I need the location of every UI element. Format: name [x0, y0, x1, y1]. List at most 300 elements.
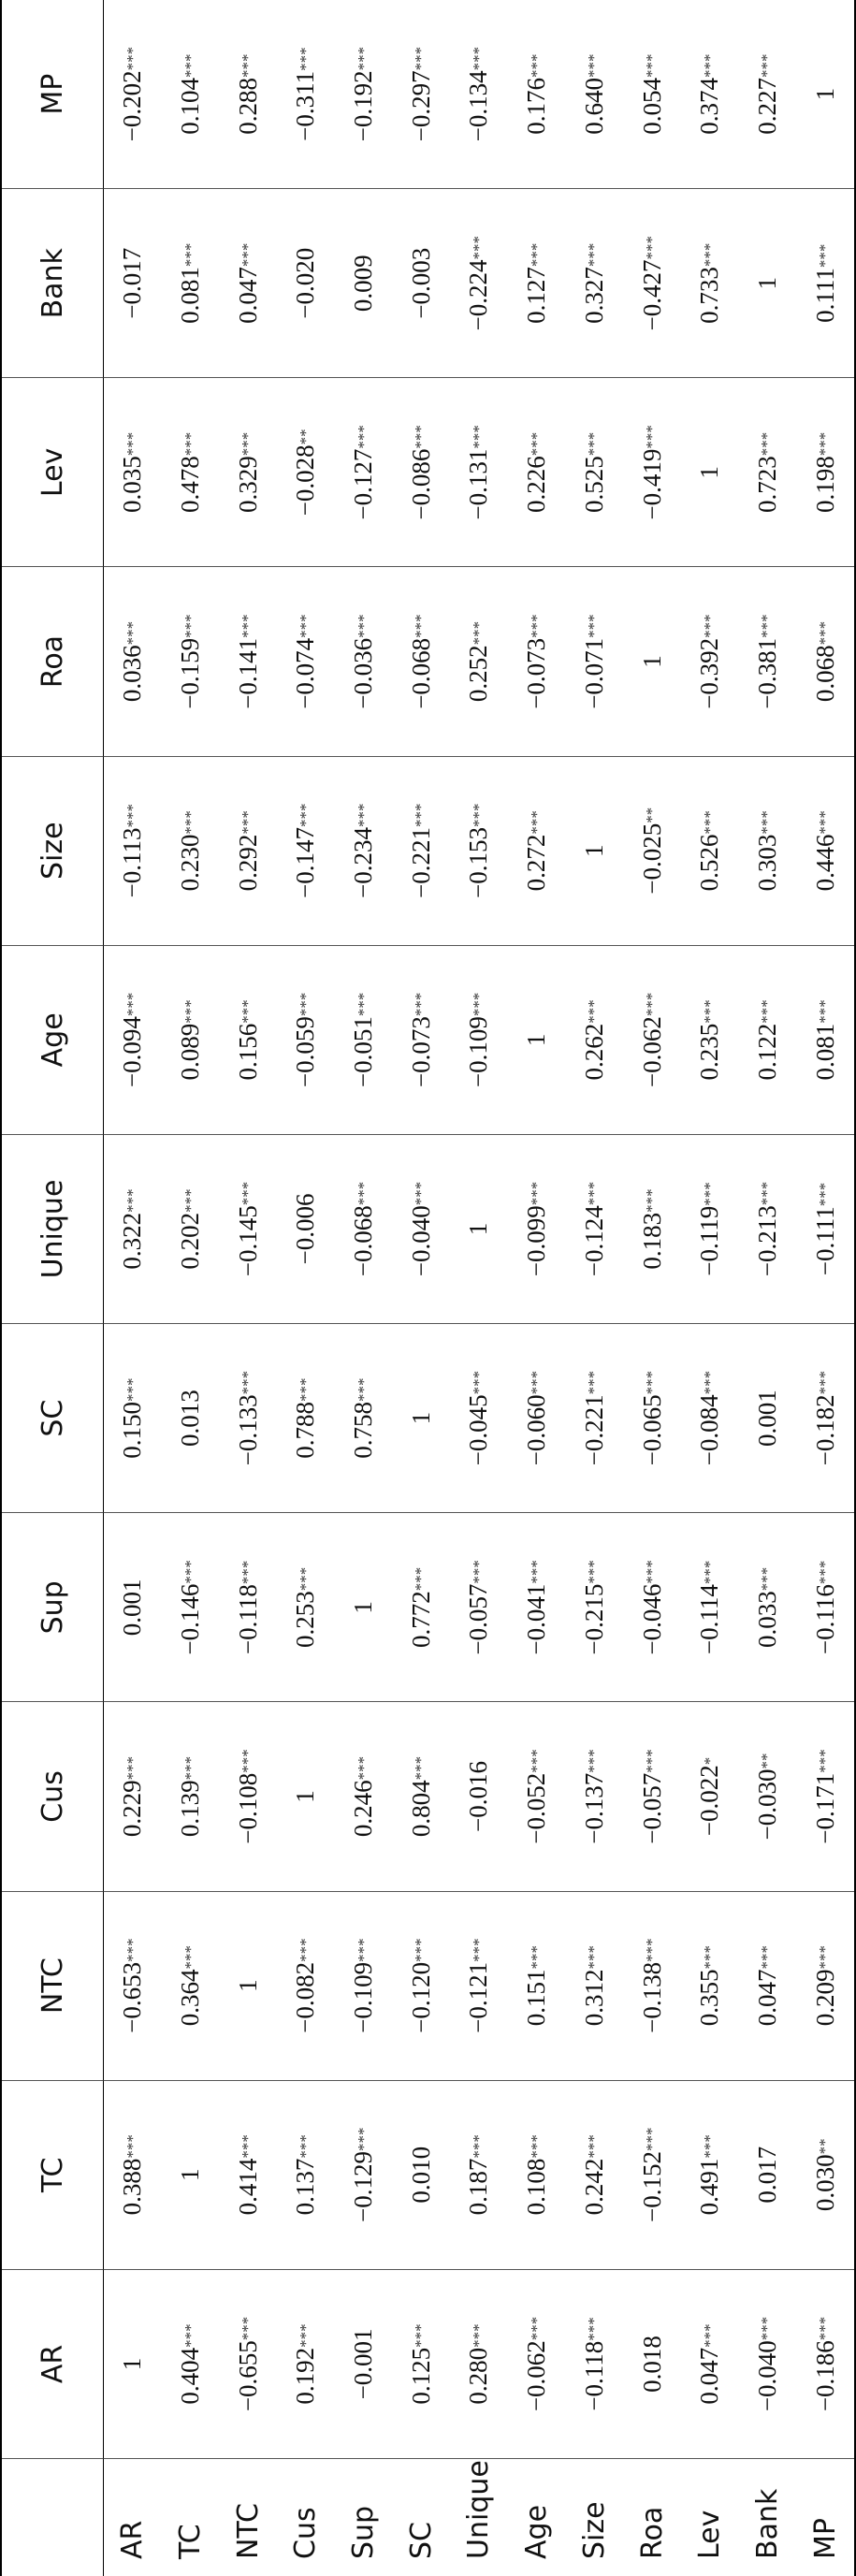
correlation-value: −0.129 — [349, 2151, 378, 2223]
table-cell — [392, 2081, 450, 2270]
table-cell: −0.145 *** — [219, 1135, 277, 1324]
correlation-value: −0.052 — [522, 1772, 551, 1844]
correlation-value: −0.040 — [406, 1205, 435, 1277]
correlation-value: −0.051 — [349, 1016, 378, 1088]
table-cell: 0.150 *** — [104, 1324, 162, 1513]
correlation-value: 0.804 — [406, 1780, 435, 1838]
correlation-value: −0.121 — [464, 1961, 493, 2033]
table-cell: −0.134 *** — [450, 0, 508, 189]
table-cell: 0.229 *** — [104, 1702, 162, 1891]
table-cell — [162, 1324, 220, 1513]
correlation-value: 0.033 — [752, 1591, 781, 1648]
correlation-value: 0.246 — [349, 1780, 378, 1838]
table-cell — [277, 1702, 335, 1891]
table-corner — [2, 2459, 104, 2576]
table-cell: 0.033 *** — [739, 1513, 797, 1702]
correlation-value: −0.127 — [349, 448, 378, 520]
column-header: AR — [2, 2270, 104, 2459]
correlation-value: −0.074 — [291, 637, 320, 709]
correlation-value: −0.059 — [291, 1016, 320, 1088]
table-cell: −0.120 *** — [392, 1892, 450, 2081]
table-cell — [335, 2270, 393, 2459]
table-cell: −0.202 *** — [104, 0, 162, 189]
table-cell: −0.182 *** — [796, 1324, 854, 1513]
table-cell: 0.312 *** — [566, 1892, 624, 2081]
table-cell: −0.392 *** — [681, 567, 739, 756]
correlation-value: −0.041 — [522, 1583, 551, 1655]
table-cell: −0.109 *** — [335, 1892, 393, 2081]
correlation-value: 0.733 — [695, 267, 724, 324]
correlation-value: 1 — [118, 2357, 147, 2371]
row-header: Lev — [693, 2510, 727, 2559]
column-header: Size — [2, 757, 104, 946]
correlation-value: −0.073 — [522, 637, 551, 709]
correlation-value: −0.065 — [637, 1394, 666, 1466]
table-cell: −0.152 *** — [623, 2081, 681, 2270]
table-cell — [508, 946, 566, 1135]
table-cell: 0.151 *** — [508, 1892, 566, 2081]
table-cell: −0.655 *** — [219, 2270, 277, 2459]
correlation-value: 0.122 — [752, 1023, 781, 1081]
correlation-value: −0.113 — [118, 827, 147, 898]
correlation-value: −0.134 — [464, 70, 493, 142]
table-cell: −0.046 *** — [623, 1513, 681, 1702]
correlation-value: 0.355 — [695, 1969, 724, 2027]
table-cell: −0.062 *** — [508, 2270, 566, 2459]
correlation-value: −0.653 — [118, 1961, 147, 2033]
correlation-value: 0.404 — [176, 2347, 205, 2405]
correlation-value: −0.111 — [810, 1206, 839, 1276]
correlation-value: −0.001 — [349, 2328, 378, 2400]
correlation-value: −0.215 — [579, 1583, 608, 1655]
table-cell: −0.118 *** — [566, 2270, 624, 2459]
correlation-value: 0.723 — [752, 456, 781, 514]
row-header: AR — [116, 2520, 150, 2559]
table-cell: 0.246 *** — [335, 1702, 393, 1891]
table-cell: 0.322 *** — [104, 1135, 162, 1324]
table-cell: 0.526 *** — [681, 757, 739, 946]
table-cell: 0.280 *** — [450, 2270, 508, 2459]
correlation-value: 0.202 — [176, 1212, 205, 1270]
correlation-value: −0.124 — [579, 1205, 608, 1277]
table-cell: −0.111 *** — [796, 1135, 854, 1324]
row-header: TC — [174, 2524, 208, 2559]
row-header: Sup — [347, 2505, 381, 2559]
table-cell: 0.202 *** — [162, 1135, 220, 1324]
correlation-value: 0.414 — [233, 2158, 262, 2216]
correlation-value: 0.446 — [810, 834, 839, 892]
table-cell: 0.292 *** — [219, 757, 277, 946]
correlation-value: 0.187 — [464, 2158, 493, 2216]
correlation-value: −0.159 — [176, 637, 205, 709]
column-header: Unique — [2, 1135, 104, 1324]
table-cell: 0.209 *** — [796, 1892, 854, 2081]
correlation-value: −0.118 — [579, 2340, 608, 2411]
correlation-value: −0.086 — [406, 448, 435, 520]
table-cell: −0.221 *** — [392, 757, 450, 946]
correlation-value: 1 — [752, 276, 781, 290]
correlation-value: −0.138 — [637, 1961, 666, 2033]
correlation-value: 0.111 — [810, 268, 839, 323]
correlation-value: −0.153 — [464, 826, 493, 898]
table-cell: 0.192 *** — [277, 2270, 335, 2459]
correlation-value: −0.025 — [637, 822, 666, 895]
correlation-value: −0.046 — [637, 1583, 666, 1655]
correlation-value: −0.116 — [810, 1584, 839, 1655]
table-cell: −0.113 *** — [104, 757, 162, 946]
table-cell: 0.081 *** — [162, 189, 220, 378]
table-cell: −0.381 *** — [739, 567, 797, 756]
correlation-value: −0.655 — [233, 2340, 262, 2412]
correlation-value: −0.082 — [291, 1961, 320, 2033]
correlation-value: 0.047 — [752, 1969, 781, 2027]
table-cell: 0.733 *** — [681, 189, 739, 378]
table-cell: 0.036 *** — [104, 567, 162, 756]
table-cell — [450, 1135, 508, 1324]
table-cell: 0.198 *** — [796, 378, 854, 567]
table-cell: −0.060 *** — [508, 1324, 566, 1513]
row-header: Unique — [462, 2460, 496, 2559]
correlation-value: 0.526 — [695, 834, 724, 892]
correlation-value: 1 — [810, 87, 839, 101]
row-header: Roa — [635, 2506, 669, 2559]
correlation-value: 0.137 — [291, 2158, 320, 2216]
table-cell: −0.040 *** — [392, 1135, 450, 1324]
table-cell: 0.030 ** — [796, 2081, 854, 2270]
table-cell: 0.183 *** — [623, 1135, 681, 1324]
table-cell: −0.068 *** — [392, 567, 450, 756]
correlation-value: −0.171 — [810, 1772, 839, 1844]
correlation-value: 0.226 — [522, 456, 551, 514]
correlation-value: −0.202 — [118, 70, 147, 142]
table-cell: −0.119 *** — [681, 1135, 739, 1324]
correlation-value: −0.120 — [406, 1961, 435, 2033]
table-cell: −0.311 *** — [277, 0, 335, 189]
correlation-value: −0.094 — [118, 1016, 147, 1088]
table-cell — [104, 189, 162, 378]
correlation-value: 0.327 — [579, 267, 608, 324]
correlation-value: 1 — [464, 1222, 493, 1236]
table-cell: 0.327 *** — [566, 189, 624, 378]
correlation-value: 0.209 — [810, 1969, 839, 2027]
correlation-value: −0.060 — [522, 1394, 551, 1466]
table-cell: −0.045 *** — [450, 1324, 508, 1513]
correlation-value: 0.312 — [579, 1969, 608, 2027]
correlation-value: 0.036 — [118, 645, 147, 703]
table-cell — [739, 1324, 797, 1513]
correlation-value: 0.229 — [118, 1780, 147, 1838]
table-cell — [392, 1324, 450, 1513]
table-cell: 0.404 *** — [162, 2270, 220, 2459]
table-cell — [681, 378, 739, 567]
correlation-value: 0.227 — [752, 77, 781, 135]
correlation-value: 0.364 — [176, 1969, 205, 2027]
row-header: NTC — [231, 2503, 265, 2559]
column-header: Lev — [2, 378, 104, 567]
table-cell: −0.108 *** — [219, 1702, 277, 1891]
correlation-value: −0.109 — [464, 1016, 493, 1088]
correlation-value: 1 — [637, 655, 666, 668]
table-cell: 0.253 *** — [277, 1513, 335, 1702]
correlation-value: 0.047 — [233, 267, 262, 324]
table-cell: 0.491 *** — [681, 2081, 739, 2270]
correlation-value: −0.131 — [464, 448, 493, 520]
correlation-value: 0.788 — [291, 1402, 320, 1459]
table-cell — [335, 1513, 393, 1702]
table-cell: 0.525 *** — [566, 378, 624, 567]
correlation-value: −0.381 — [752, 637, 781, 709]
table-cell: −0.116 *** — [796, 1513, 854, 1702]
table-cell: 0.104 *** — [162, 0, 220, 189]
correlation-value: 0.035 — [118, 456, 147, 514]
table-cell: 0.355 *** — [681, 1892, 739, 2081]
table-cell: 0.047 *** — [681, 2270, 739, 2459]
correlation-value: 1 — [176, 2168, 205, 2182]
correlation-value: 0.139 — [176, 1780, 205, 1838]
table-cell: −0.653 *** — [104, 1892, 162, 2081]
table-cell: −0.040 *** — [739, 2270, 797, 2459]
table-cell: −0.124 *** — [566, 1135, 624, 1324]
table-cell: 0.068 *** — [796, 567, 854, 756]
correlation-value: 0.192 — [291, 2347, 320, 2405]
table-cell: 0.242 *** — [566, 2081, 624, 2270]
correlation-value: 0.151 — [522, 1969, 551, 2027]
table-cell: 0.374 *** — [681, 0, 739, 189]
table-cell: −0.131 *** — [450, 378, 508, 567]
correlation-value: −0.045 — [464, 1394, 493, 1466]
table-cell: 0.127 *** — [508, 189, 566, 378]
correlation-value: 0.127 — [522, 267, 551, 324]
correlation-value: −0.133 — [233, 1394, 262, 1466]
table-cell: −0.041 *** — [508, 1513, 566, 1702]
correlation-value: −0.028 — [291, 444, 320, 517]
column-header: Bank — [2, 189, 104, 378]
table-cell: −0.153 *** — [450, 757, 508, 946]
table-cell: −0.159 *** — [162, 567, 220, 756]
table-cell: −0.213 *** — [739, 1135, 797, 1324]
column-header: Age — [2, 946, 104, 1135]
correlation-value: −0.109 — [349, 1961, 378, 2033]
correlation-value: 0.235 — [695, 1023, 724, 1081]
correlation-value: 0.758 — [349, 1402, 378, 1459]
table-cell: 0.054 *** — [623, 0, 681, 189]
table-cell — [277, 1135, 335, 1324]
correlation-value: 0.009 — [349, 255, 378, 313]
table-cell: −0.028 ** — [277, 378, 335, 567]
table-cell: −0.099 *** — [508, 1135, 566, 1324]
correlation-value: −0.145 — [233, 1205, 262, 1277]
correlation-value: −0.297 — [406, 70, 435, 142]
correlation-value: 0.017 — [752, 2146, 781, 2204]
correlation-value: 0.374 — [695, 77, 724, 135]
column-header: SC — [2, 1324, 104, 1513]
table-cell — [162, 2081, 220, 2270]
table-cell: −0.186 *** — [796, 2270, 854, 2459]
table-cell — [450, 1702, 508, 1891]
correlation-value: 1 — [291, 1790, 320, 1803]
table-cell: −0.057 *** — [623, 1702, 681, 1891]
table-cell: 0.329 *** — [219, 378, 277, 567]
table-cell: 0.303 *** — [739, 757, 797, 946]
table-cell: 0.227 *** — [739, 0, 797, 189]
correlation-value: 0.303 — [752, 834, 781, 892]
table-cell: −0.221 *** — [566, 1324, 624, 1513]
table-cell: −0.084 *** — [681, 1324, 739, 1513]
correlation-value: 0.104 — [176, 77, 205, 135]
correlation-value: 0.068 — [810, 645, 839, 703]
correlation-value: 0.640 — [579, 77, 608, 135]
table-cell: −0.171 *** — [796, 1702, 854, 1891]
table-cell: −0.025 ** — [623, 757, 681, 946]
correlation-value: −0.182 — [810, 1394, 839, 1466]
correlation-value: −0.099 — [522, 1205, 551, 1277]
table-cell: −0.065 *** — [623, 1324, 681, 1513]
table-cell: 0.288 *** — [219, 0, 277, 189]
correlation-value: −0.213 — [752, 1205, 781, 1277]
table-cell: 0.226 *** — [508, 378, 566, 567]
table-cell: 0.122 *** — [739, 946, 797, 1135]
correlation-value: 0.491 — [695, 2158, 724, 2216]
correlation-value: 0.081 — [810, 1023, 839, 1081]
table-cell — [739, 2081, 797, 2270]
correlation-value: 0.329 — [233, 456, 262, 514]
correlation-value: −0.071 — [579, 637, 608, 709]
correlation-value: 0.176 — [522, 77, 551, 135]
table-cell: −0.224 *** — [450, 189, 508, 378]
correlation-value: −0.062 — [637, 1016, 666, 1088]
correlation-value: −0.057 — [637, 1772, 666, 1844]
correlation-value: −0.221 — [579, 1394, 608, 1466]
correlation-value: 0.183 — [637, 1212, 666, 1270]
table-cell: 0.035 *** — [104, 378, 162, 567]
table-cell: 0.047 *** — [219, 189, 277, 378]
table-cell: −0.419 *** — [623, 378, 681, 567]
correlation-value: −0.419 — [637, 448, 666, 520]
table-cell: 0.478 *** — [162, 378, 220, 567]
correlation-value: 0.013 — [176, 1390, 205, 1448]
table-cell: −0.094 *** — [104, 946, 162, 1135]
table-cell: −0.082 *** — [277, 1892, 335, 2081]
table-cell — [739, 189, 797, 378]
table-cell — [277, 189, 335, 378]
correlation-value: 0.030 — [810, 2154, 839, 2212]
table-cell: 0.804 *** — [392, 1702, 450, 1891]
correlation-value: 1 — [233, 1979, 262, 1992]
table-cell: −0.051 *** — [335, 946, 393, 1135]
table-cell: 0.187 *** — [450, 2081, 508, 2270]
table-cell — [796, 0, 854, 189]
correlation-value: 0.292 — [233, 834, 262, 892]
table-cell: −0.234 *** — [335, 757, 393, 946]
table-cell: −0.133 *** — [219, 1324, 277, 1513]
row-header: SC — [404, 2522, 438, 2559]
correlation-value: 0.322 — [118, 1212, 147, 1270]
column-header: Roa — [2, 567, 104, 756]
table-cell: −0.030 ** — [739, 1702, 797, 1891]
correlation-value: 0.280 — [464, 2347, 493, 2405]
table-cell: −0.022 * — [681, 1702, 739, 1891]
table-cell: −0.121 *** — [450, 1892, 508, 2081]
correlation-value: −0.311 — [291, 70, 320, 141]
correlation-value: −0.192 — [349, 70, 378, 142]
table-cell — [566, 757, 624, 946]
table-cell: −0.146 *** — [162, 1513, 220, 1702]
correlation-value: 0.388 — [118, 2158, 147, 2216]
table-cell: −0.215 *** — [566, 1513, 624, 1702]
correlation-value: 0.230 — [176, 834, 205, 892]
correlation-value: 0.054 — [637, 77, 666, 135]
table-cell: −0.036 *** — [335, 567, 393, 756]
table-cell: −0.073 *** — [508, 567, 566, 756]
table-cell: 0.081 *** — [796, 946, 854, 1135]
correlation-value: −0.022 — [695, 1765, 724, 1837]
correlation-value: 1 — [695, 466, 724, 479]
table-cell: 0.230 *** — [162, 757, 220, 946]
correlation-value: −0.030 — [752, 1768, 781, 1841]
correlation-value: 0.125 — [406, 2347, 435, 2405]
table-cell: −0.192 *** — [335, 0, 393, 189]
table-cell — [335, 189, 393, 378]
correlation-value: 0.272 — [522, 834, 551, 892]
table-cell: 0.108 *** — [508, 2081, 566, 2270]
table-cell: −0.057 *** — [450, 1513, 508, 1702]
table-cell: 0.252 *** — [450, 567, 508, 756]
table-cell — [104, 1513, 162, 1702]
table-cell: −0.138 *** — [623, 1892, 681, 2081]
correlation-value: 0.242 — [579, 2158, 608, 2216]
correlation-value: −0.146 — [176, 1583, 205, 1655]
correlation-value: 0.001 — [118, 1579, 147, 1637]
correlation-value: 0.018 — [637, 2336, 666, 2393]
table-cell: −0.147 *** — [277, 757, 335, 946]
table-cell: −0.074 *** — [277, 567, 335, 756]
table-cell: −0.129 *** — [335, 2081, 393, 2270]
table-cell: −0.073 *** — [392, 946, 450, 1135]
correlation-value: 0.150 — [118, 1402, 147, 1459]
correlation-value: −0.234 — [349, 826, 378, 898]
table-cell: 0.414 *** — [219, 2081, 277, 2270]
table-cell: −0.141 *** — [219, 567, 277, 756]
correlation-value: 0.001 — [752, 1390, 781, 1448]
correlation-value: −0.003 — [406, 247, 435, 319]
correlation-value: −0.141 — [233, 637, 262, 709]
table-cell — [104, 2270, 162, 2459]
table-cell: 0.089 *** — [162, 946, 220, 1135]
correlation-value: 0.252 — [464, 645, 493, 703]
correlation-value: 0.047 — [695, 2347, 724, 2405]
table-cell: 0.388 *** — [104, 2081, 162, 2270]
row-header: Cus — [289, 2507, 323, 2559]
correlation-value: −0.427 — [637, 259, 666, 331]
correlation-value: −0.118 — [233, 1584, 262, 1655]
correlation-value: 0.108 — [522, 2158, 551, 2216]
correlation-value: −0.152 — [637, 2151, 666, 2223]
correlation-value: −0.068 — [406, 637, 435, 709]
table-cell: 0.640 *** — [566, 0, 624, 189]
column-header: TC — [2, 2081, 104, 2270]
correlation-value: −0.186 — [810, 2340, 839, 2412]
row-header: Size — [577, 2501, 611, 2559]
correlation-value: −0.016 — [464, 1760, 493, 1832]
table-cell: 0.446 *** — [796, 757, 854, 946]
correlation-value: −0.068 — [349, 1205, 378, 1277]
table-cell: −0.297 *** — [392, 0, 450, 189]
table-cell: −0.062 *** — [623, 946, 681, 1135]
table-cell: 0.156 *** — [219, 946, 277, 1135]
column-header: NTC — [2, 1892, 104, 2081]
table-cell: −0.071 *** — [566, 567, 624, 756]
correlation-value: −0.006 — [291, 1193, 320, 1265]
